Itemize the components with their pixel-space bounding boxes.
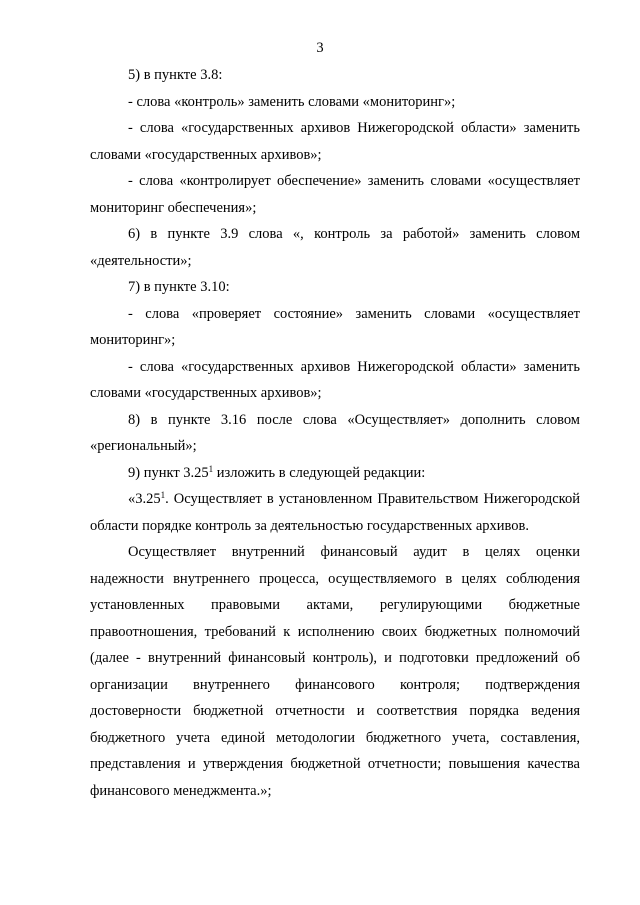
item-9	[90, 460, 580, 487]
document-body	[90, 62, 580, 804]
item-5-heading: 5) в пункте 3.8:	[128, 67, 223, 83]
item-7-heading: 7) в пункте 3.10:	[128, 279, 230, 295]
clause-text: . Осуществляет в установленном Правительством Нижегородской области порядке контроль за деятельностью государственных архивов.	[90, 491, 580, 534]
item-6: 6) в пункте 3.9 слова «, контроль за работой» заменить словом «деятельности»;	[90, 226, 580, 269]
item-5-bullet-1: - слова «контроль» заменить словами «мониторинг»;	[128, 93, 456, 110]
item-9-prefix: 9) пункт 3.25	[128, 464, 209, 481]
final-paragraph: Осуществляет внутренний финансовый аудит в целях оценки надежности внутреннего процесса, осуществляемого в целях соблюдения установленных правовыми актами, регулирующими бюджетные правоотношения, требований к исполнению своих бюджетных полномочий (далее - внутренний финансовый контроль), и подготовки предложений об организации внутреннего финансового контроля; подтверждения достоверности бюджетной отчетности и соответствия порядка ведения бюджетного учета единой методологии бюджетного учета, составления, представления и утверждения бюджетной отчетности; повышения качества финансового менеджмента.»;	[90, 544, 580, 799]
clause-3-25-1	[90, 486, 580, 539]
item-5-bullet-3: - слова «контролирует обеспечение» заменить словами «осуществляет мониторинг обеспечения»;	[90, 173, 580, 216]
item-7-bullet-2: - слова «государственных архивов Нижегородской области» заменить словами «государственных архивов»;	[90, 358, 580, 401]
clause-superscript: 1	[160, 490, 166, 500]
page-number: 3	[316, 40, 324, 56]
item-8: 8) в пункте 3.16 после слова «Осуществляет» дополнить словом «региональный»;	[90, 411, 580, 454]
item-7-bullet-1: - слова «проверяет состояние» заменить словами «осуществляет мониторинг»;	[90, 305, 580, 348]
clause-prefix: «3.25	[128, 491, 161, 507]
item-9-superscript: 1	[208, 463, 214, 474]
item-9-suffix: изложить в следующей редакции:	[213, 464, 426, 481]
item-5-bullet-2: - слова «государственных архивов Нижегородской области» заменить словами «государственных архивов»;	[90, 120, 580, 163]
